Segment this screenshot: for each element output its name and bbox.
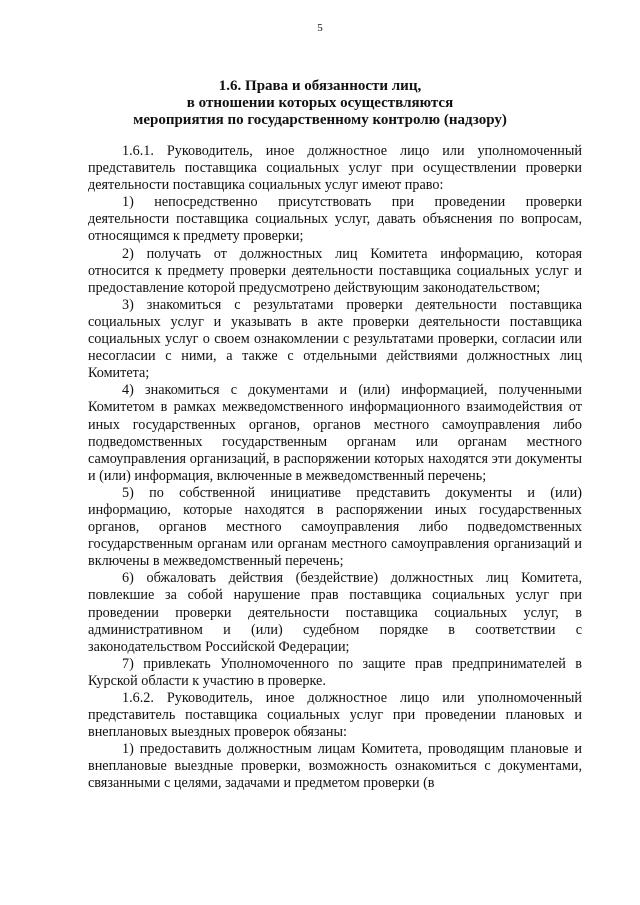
heading-line: 1.6. Права и обязанности лиц,	[218, 78, 422, 94]
paragraph: 2) получать от должностных лиц Комитета информацию, которая относится к предмету проверки деятельности поставщика социальных услуг и предоставление которой предусмотрено действующим законодательством;	[88, 245, 582, 296]
paragraph: 3) знакомиться с результатами проверки деятельности поставщика социальных услуг и указывать в акте проверки деятельности поставщика социальных услуг о своем ознакомлении с результатами проверки, согласии или несогласии с ними, а также с отдельными действиями должностных лиц Комитета;	[88, 296, 582, 382]
heading-line: в отношении которых осуществляются	[186, 95, 454, 111]
paragraph: 1.6.1. Руководитель, иное должностное лицо или уполномоченный представитель поставщика социальных услуг при осуществлении проверки деятельности поставщика социальных услуг имеют право:	[88, 143, 582, 194]
paragraph: 6) обжаловать действия (бездействие) должностных лиц Комитета, повлекшие за собой нарушение прав поставщика социальных услуг при проведении проверки деятельности поставщика социальных услуг, в административном и (или) судебном порядке в соответствии с законодательством Российской Федерации;	[88, 570, 582, 655]
heading-line: мероприятия по государственному контролю (надзору)	[133, 112, 507, 128]
paragraph: 1.6.2. Руководитель, иное должностное лицо или уполномоченный представитель поставщика социальных услуг при проведении плановых и внеплановых выездных проверок обязаны:	[88, 690, 582, 741]
paragraph: 5) по собственной инициативе представить документы и (или) информацию, которые находятся в распоряжении иных государственных органов, органов местного самоуправления либо подведомственных государственным органам или органам местного самоуправления организаций и включены в межведомственный перечень;	[88, 484, 582, 570]
paragraph: 1) предоставить должностным лицам Комитета, проводящим плановые и внеплановые выездные проверки, возможность ознакомиться с документами, связанными с целями, задачами и предметом проверки (в	[88, 741, 582, 792]
paragraph: 1) непосредственно присутствовать при проведении проверки деятельности поставщика социальных услуг, давать объяснения по вопросам, относящимся к предмету проверки;	[88, 194, 582, 245]
paragraph: 7) привлекать Уполномоченного по защите прав предпринимателей в Курской области к участию в проверке.	[88, 655, 582, 689]
page-number: 5	[317, 22, 323, 34]
body-text	[88, 143, 582, 793]
paragraph: 4) знакомиться с документами и (или) информацией, полученными Комитетом в рамках межведомственного информационного взаимодействия от иных государственных органов, органов местного самоуправления либо подведомственных государственным органам или органам местного самоуправления организаций, в распоряжении которых находятся эти документы и (или) информация, включенные в межведомственный перечень;	[88, 382, 582, 484]
section-heading	[60, 78, 580, 129]
